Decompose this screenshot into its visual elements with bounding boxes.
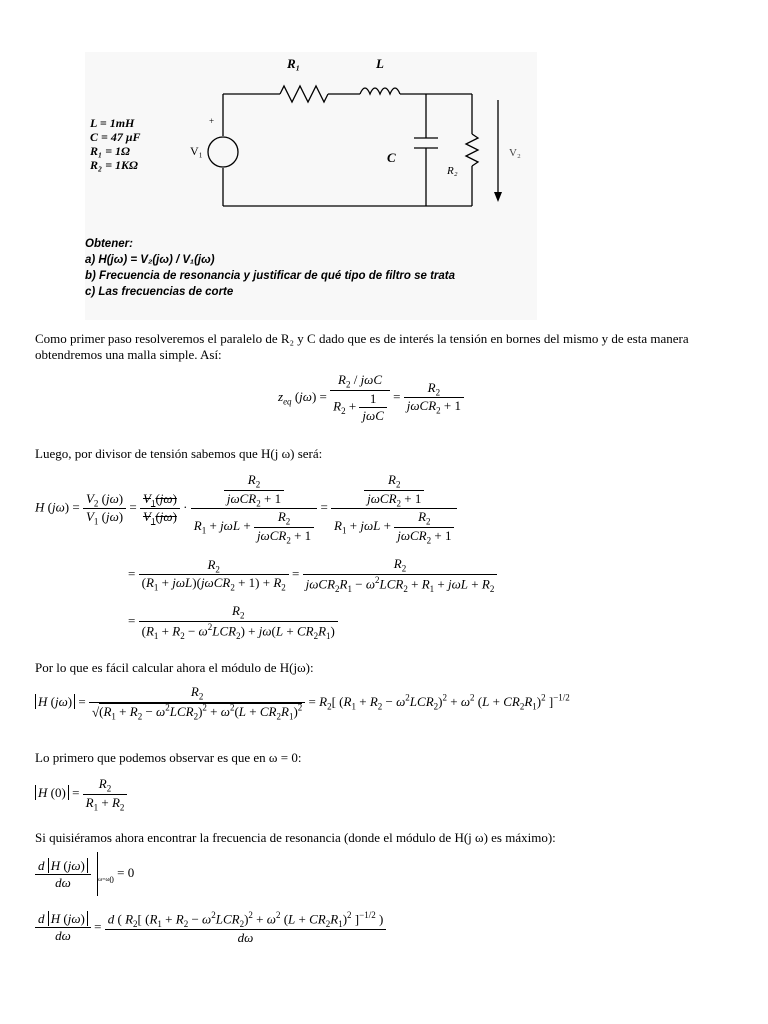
equation-modulus: H (jω) = $\frac{R_2}{√(R_1 + R_2 - \omega^2LCR_2)^2 + \omega^2(L + CR_2R_1)^2}$ = $R_2$[ $(R_1 + R_2 - \omega^2LCR_2)^2 + \omega^2$ $(L + CR_2R_1)^2$ ]$^{-1/2}$ (35, 684, 570, 722)
value-c: C = 47 μF (90, 130, 141, 144)
obtener-item-a: a) H(jω) = V₂(jω) / V₁(jω) (85, 254, 215, 266)
paragraph-4: Lo primero que podemos observar es que en ω = 0: (35, 750, 302, 765)
label-v1: V₁ (190, 144, 203, 158)
equation-h2: = $\frac{R_2}{(R_1 + j\omega L)(j\omega CR_2 + 1) + R_2}$ = $\frac{R_2}{j\omega CR_2R_1 - \omega^2LCR_2 + R_1 + j\omega L + R_2}$ (128, 556, 497, 594)
equation-h0: H (0) = $\frac{R_2}{R_1 + R_2}$ (35, 776, 127, 812)
inductor-l (360, 88, 400, 94)
label-c: C (387, 150, 396, 165)
equation-derivative: $\frac{\text{d H (jω)}}{d\omega}$ = $\frac{d ( R_2[ (R_1 + R_2 - \omega^2LCR_2)^2 + \omega^2 (L + CR_2R_1)^2 ]^{-1/2} )}{d\omega}$ (35, 910, 386, 946)
paragraph-2: Luego, por divisor de tensión sabemos que H(j ω) será: (35, 446, 323, 461)
value-l: L = 1mH (90, 116, 135, 130)
equation-zeq: $z_{eq}$ (jω) = $R_2$ / jωC $R_2$ + $\frac{1}{\text{jωC}}$ = $\frac{R_2}{j\omega CR_2 + 1}$ (278, 372, 464, 424)
label-v2: V₂ (509, 147, 521, 159)
label-plus: + (209, 116, 215, 126)
resistor-r1 (280, 86, 328, 102)
value-r1: R₁ = 1Ω (90, 144, 130, 158)
obtener-item-c: c) Las frecuencias de corte (85, 286, 234, 298)
label-r2: R₂ (447, 165, 458, 177)
paragraph-1: Como primer paso resolveremos el paralelo de R₂ y C dado que es de interés la tensión en bornes del mismo y de esta manera obtendremos una malla simple. Así: (35, 331, 689, 362)
circuit-figure (85, 52, 537, 320)
label-l: L (376, 56, 384, 71)
obtener-list (85, 236, 455, 300)
voltage-source-v1 (208, 137, 238, 167)
resistor-r2 (466, 134, 478, 166)
equation-derivative-zero: $\frac{\text{d H (jω)}}{d\omega}$ $_{\omega=\omega_0}$ = 0 (35, 852, 134, 896)
paragraph-5: Si quisiéramos ahora encontrar la frecuencia de resonancia (donde el módulo de H(j ω) es máximo): (35, 830, 556, 845)
equation-h1: H (jω) = $\frac{V_2 (j\omega)}{V_1 (j\omega)}$ = $\frac{V_1(j\omega)}{V_1(j\omega)}$ · $\frac{R_2}{j\omega CR_2 + 1}$ $R_1 + j\omega L$ + $\frac{R_2}{j\omega CR_2 + 1}$ = $\frac{R_2}{j\omega CR_2 + 1}$ $R_1 + j\omega L$ + $\frac{R_2}{j\omega CR_2 + 1}$ (35, 472, 457, 545)
paragraph-3: Por lo que es fácil calcular ahora el módulo de H(jω): (35, 660, 314, 675)
v2-arrow (494, 192, 502, 202)
equation-h3: = $\frac{R_2}{(R_1 + R_2 - \omega^2LCR_2) + j\omega(L + CR_2R_1)}$ (128, 603, 338, 641)
value-r2: R₂ = 1KΩ (90, 158, 138, 172)
component-values (90, 116, 141, 172)
label-r1: R₁ (287, 56, 301, 71)
obtener-item-b: b) Frecuencia de resonancia y justificar de qué tipo de filtro se trata (85, 270, 456, 282)
obtener-title: Obtener: (85, 238, 133, 250)
